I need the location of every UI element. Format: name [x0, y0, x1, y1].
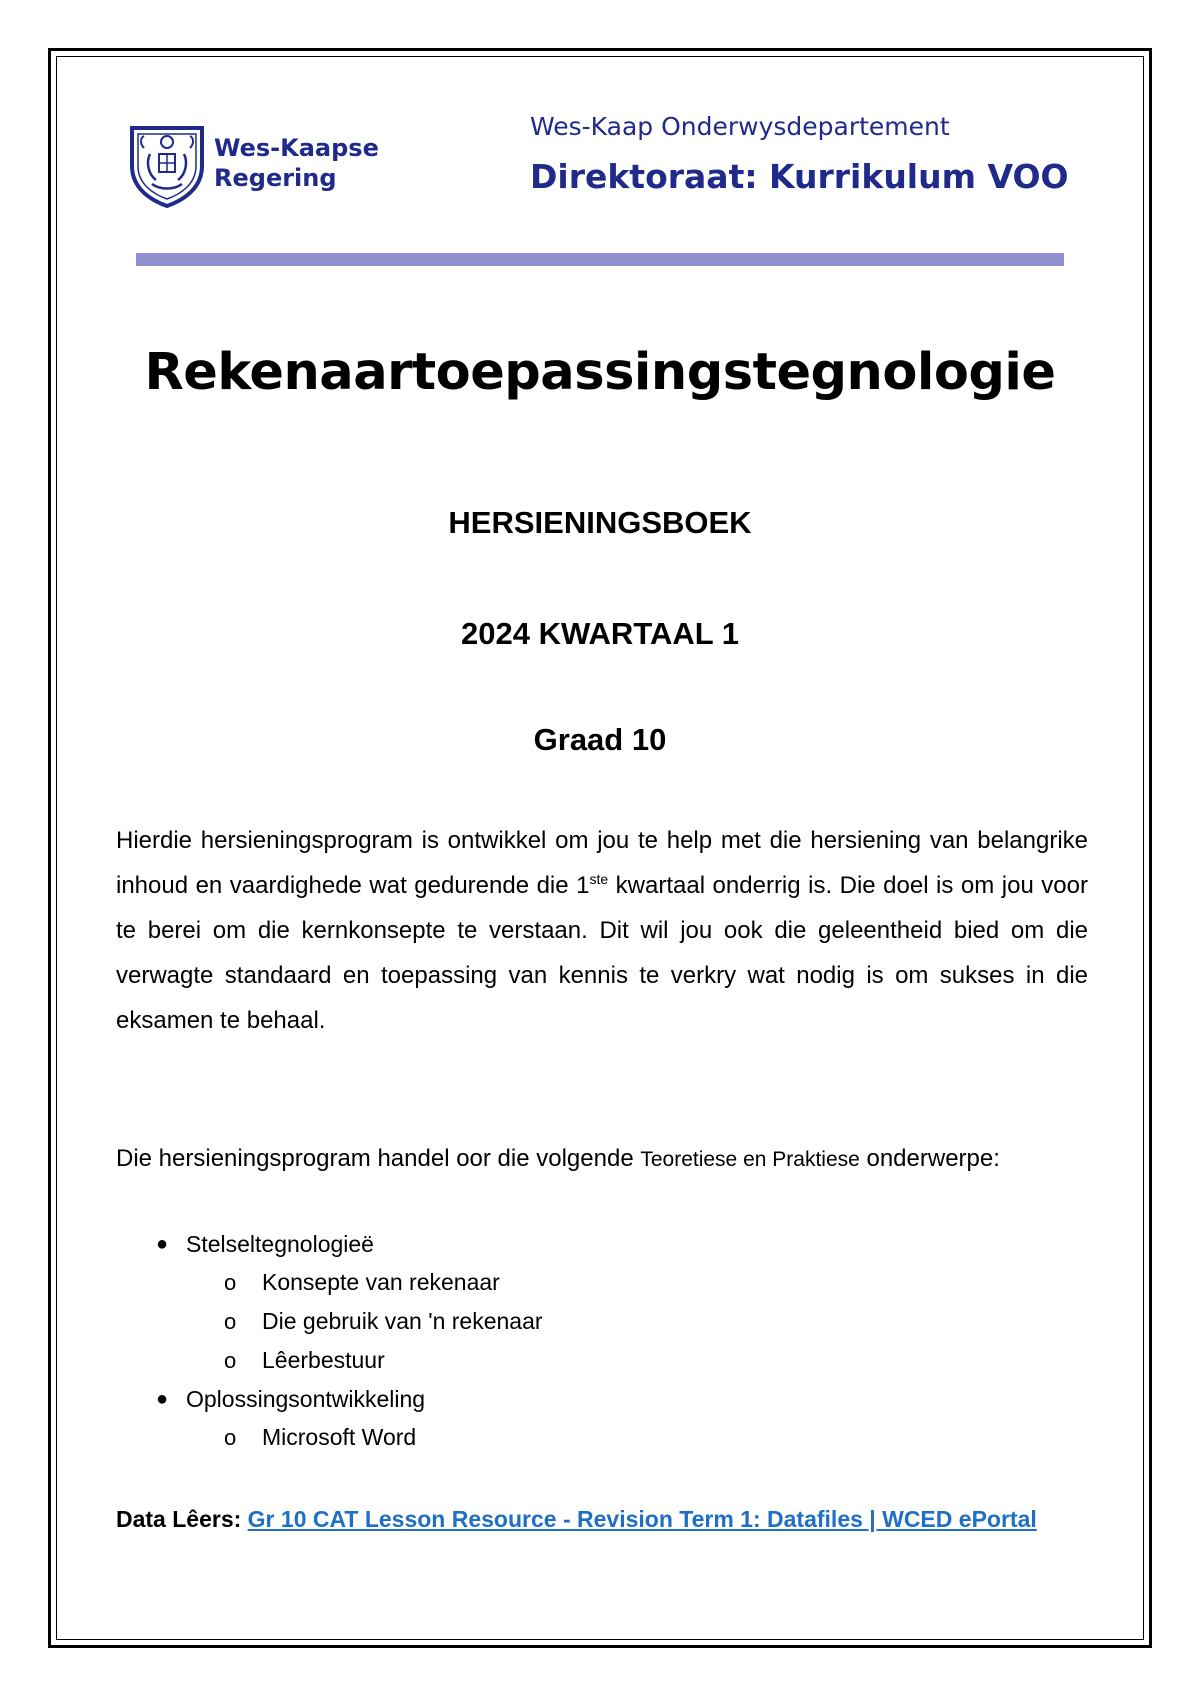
logo-line-2: Regering: [214, 164, 337, 192]
topics-list: [116, 1225, 1016, 1457]
topics-intro-text-1: Die hersieningsprogram handel oor die volgende: [116, 1145, 641, 1172]
grade-subtitle: Graad 10: [533, 722, 667, 757]
logo-text: [214, 133, 379, 193]
logo-line-1: Wes-Kaapse: [214, 134, 379, 162]
term-subtitle: 2024 KWARTAAL 1: [461, 616, 739, 651]
subtopic-label: Die gebruik van 'n rekenaar: [262, 1308, 543, 1334]
subtopic-label: Konsepte van rekenaar: [262, 1269, 500, 1295]
list-item: [116, 1380, 1016, 1418]
topic-label: Stelseltegnologieë: [186, 1231, 374, 1257]
data-files-line: [116, 1506, 1037, 1533]
subtopic-label: Lêerbestuur: [262, 1347, 385, 1373]
data-files-label: Data Lêers:: [116, 1506, 248, 1532]
header: [126, 112, 1086, 222]
book-subtitle: HERSIENINGSBOEK: [448, 505, 752, 540]
list-item: [116, 1418, 1016, 1457]
document-title: Rekenaartoepassingstegnologie: [144, 343, 1056, 402]
list-item: [116, 1225, 1016, 1263]
government-logo: [126, 118, 379, 208]
intro-superscript: ste: [589, 871, 609, 887]
directorate-name: Direktoraat: Kurrikulum VOO: [530, 157, 1069, 196]
data-files-link[interactable]: Gr 10 CAT Lesson Resource - Revision Term 1: Datafiles | WCED ePortal: [247, 1506, 1037, 1532]
department-block: [526, 112, 1086, 196]
list-item: [116, 1341, 1016, 1380]
topics-intro-paragraph: [116, 1136, 1088, 1182]
coat-of-arms-icon: [126, 118, 208, 208]
circle-bullet-icon: o: [224, 1348, 237, 1373]
header-divider: [136, 253, 1064, 266]
topics-intro-text-2: Teoretiese en Praktiese: [640, 1148, 860, 1171]
intro-text-1: Hierdie hersieningsprogram is ontwikkel om jou te help met die hersiening van belangrike inhoud en vaardighede wat gedurende die 1: [116, 827, 1088, 899]
topics-intro-text-3: onderwerpe:: [859, 1145, 1000, 1172]
list-item: [116, 1302, 1016, 1341]
bullet-icon: ●: [156, 1388, 169, 1410]
intro-paragraph: [116, 818, 1088, 1043]
circle-bullet-icon: o: [224, 1270, 237, 1295]
circle-bullet-icon: o: [224, 1425, 237, 1450]
subtopic-label: Microsoft Word: [262, 1424, 417, 1450]
topic-label: Oplossingsontwikkeling: [186, 1386, 426, 1412]
bullet-icon: ●: [156, 1233, 169, 1255]
circle-bullet-icon: o: [224, 1309, 237, 1334]
intro-text-2: kwartaal onderrig is. Die doel is om jou voor te berei om die kernkonsepte te verstaan. Dit wil jou ook die geleentheid bied om die verwagte standaard en toepassing van kennis te verkry wat nodig is om sukses in die eksamen te behaal.: [116, 872, 1088, 1034]
department-name: Wes-Kaap Onderwysdepartement: [530, 112, 950, 141]
list-item: [116, 1263, 1016, 1302]
